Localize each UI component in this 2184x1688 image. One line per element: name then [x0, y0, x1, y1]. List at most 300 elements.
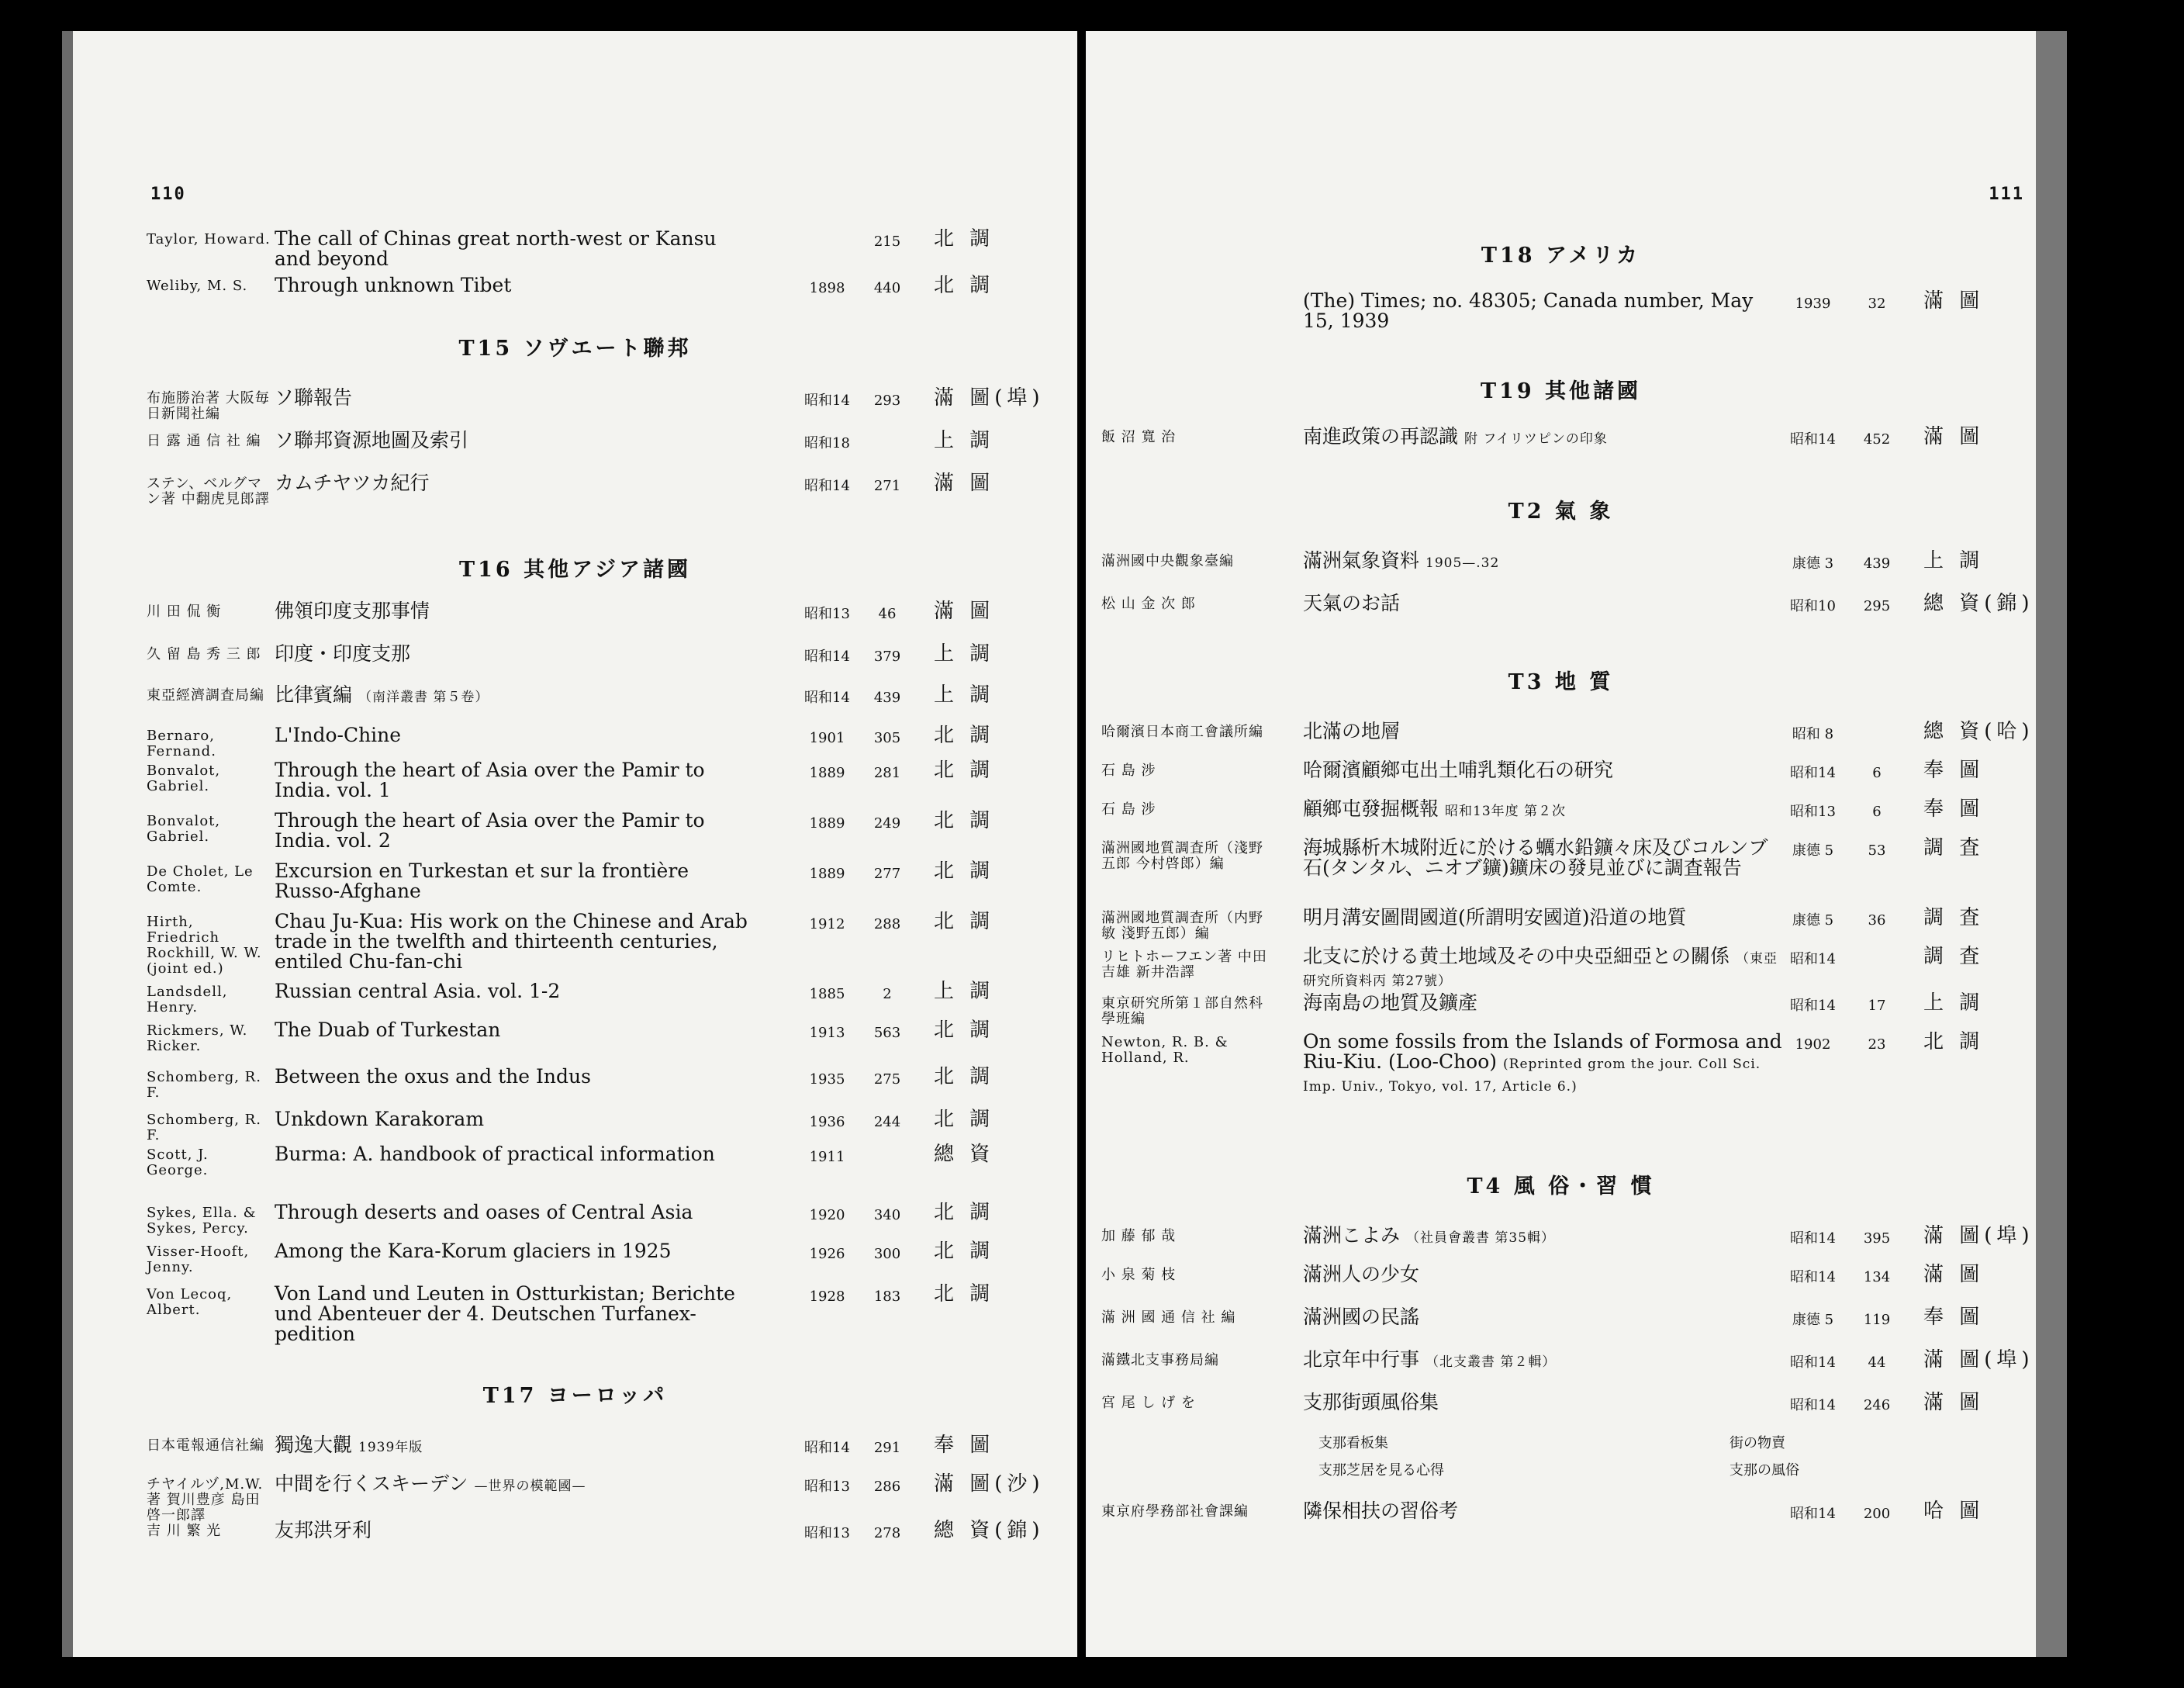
- section-heading: T16 其他アジア諸國: [459, 558, 691, 582]
- entry-location: 滿 圖(埠): [934, 386, 1045, 410]
- entry-title-text: On some fossils from the Islands of Formosa and Riu-Kiu. (Loo-Choo): [1303, 1030, 1782, 1073]
- entry-pages: 244: [873, 1114, 901, 1130]
- entry-title: [1303, 1307, 1784, 1327]
- entry-title: [275, 811, 755, 851]
- list-item: [1086, 721, 2036, 752]
- entry-title: [275, 1520, 755, 1541]
- entry-title: [1303, 908, 1784, 928]
- list-item: [73, 1202, 1077, 1237]
- entry-year: 昭和14: [1790, 1397, 1836, 1413]
- entry-title-text: 滿洲國の民謠: [1303, 1306, 1420, 1328]
- entry-pages: 300: [873, 1246, 901, 1262]
- entry-author: Taylor, Howard.: [147, 231, 271, 247]
- entry-location: 北 調: [934, 274, 995, 297]
- entry-pages: [1846, 946, 1908, 950]
- entry-pages: 200: [1863, 1506, 1891, 1522]
- entry-year: 1885: [809, 986, 845, 1002]
- entry-title-text: 滿洲人の少女: [1303, 1263, 1420, 1285]
- entry-year: 康德 5: [1792, 842, 1834, 859]
- entry-author: Newton, R. B. & Holland, R.: [1101, 1034, 1228, 1066]
- entry-pages: 286: [873, 1479, 901, 1495]
- entry-title: [1303, 1032, 1784, 1097]
- entry-author: 東亞經濟調査局編: [147, 687, 264, 704]
- entry-title: [1303, 1392, 1784, 1413]
- list-item: [73, 724, 1077, 759]
- entry-title-text: 友邦洪牙利: [275, 1519, 372, 1541]
- entry-year: 昭和14: [1790, 998, 1836, 1014]
- entry-pages: 295: [1863, 598, 1891, 614]
- section-heading: T2 氣 象: [1508, 500, 1614, 524]
- list-item: [1086, 1226, 2036, 1257]
- subtopic-label: 街の物賣: [1730, 1435, 1785, 1451]
- entry-title: [1303, 993, 1784, 1013]
- entry-year: 康德 3: [1792, 555, 1834, 572]
- list-item: [73, 811, 1077, 857]
- entry-year: 1898: [809, 280, 845, 296]
- list-item: [1086, 1030, 2036, 1095]
- list-item: [73, 980, 1077, 1015]
- entry-year: 康德 5: [1792, 1312, 1834, 1328]
- entry-pages: 293: [873, 393, 901, 409]
- entry-pages: 439: [1863, 555, 1891, 572]
- entry-location: 北 調: [934, 1282, 995, 1306]
- entry-title: [275, 981, 755, 1001]
- entry-title-text: The Duab of Turkestan: [275, 1019, 501, 1041]
- entry-author: Hirth, Friedrich Rockhill, W. W. (joint ed.): [147, 914, 262, 977]
- entry-title: [275, 275, 755, 296]
- entry-note: 附 フイリツピンの印象: [1464, 431, 1608, 447]
- subtopic-label: 支那の風俗: [1730, 1462, 1799, 1479]
- entry-author: De Cholet, Le Comte.: [147, 863, 254, 895]
- entry-year: 昭和14: [804, 1440, 850, 1456]
- entry-title-text: 海南島の地質及鑛產: [1303, 991, 1478, 1014]
- list-item: [73, 601, 1077, 632]
- entry-location: 上 調: [934, 683, 995, 707]
- entry-title-text: (The) Times; no. 48305; Canada number, May 15, 1939: [1303, 289, 1754, 332]
- list-item: [1086, 551, 2036, 582]
- entry-year: 1939: [1795, 296, 1831, 312]
- entry-author: 吉 川 繁 光: [147, 1523, 222, 1539]
- entry-location: 上 調: [1923, 549, 1985, 572]
- entry-author: 東京研究所第１部自然科學班編: [1101, 995, 1263, 1027]
- entry-pages: 277: [873, 866, 901, 882]
- entry-author: 哈爾濱日本商工會議所編: [1101, 724, 1263, 740]
- entry-location: 總 資(哈): [1923, 720, 2034, 743]
- section-heading: T3 地 質: [1508, 670, 1614, 694]
- entry-year: 昭和14: [1790, 1506, 1836, 1522]
- entry-title: [1303, 1501, 1784, 1521]
- entry-pages: 379: [873, 649, 901, 665]
- subtopic-label: 支那看板集: [1318, 1435, 1388, 1451]
- entry-pages: 6: [1872, 804, 1882, 820]
- entry-pages: 6: [1872, 765, 1882, 781]
- page-number: 110: [150, 185, 186, 204]
- entry-year: 1901: [809, 730, 845, 746]
- entry-pages: 249: [873, 815, 901, 832]
- entry-note: (Reprinted grom the jour. Coll Sci. Imp. Univ., Tokyo, vol. 17, Article 6.): [1303, 1057, 1761, 1095]
- entry-title: [1303, 946, 1784, 991]
- entry-title-text: ソ聯邦資源地圖及索引: [275, 429, 469, 451]
- entry-title: [1303, 1226, 1784, 1248]
- entry-year: 1889: [809, 765, 845, 781]
- entry-pages: 32: [1868, 296, 1886, 312]
- entry-title-text: Unkdown Karakoram: [275, 1108, 485, 1130]
- section-heading: T19 其他諸國: [1480, 379, 1642, 403]
- entry-pages: [856, 431, 918, 434]
- entry-location: 北 調: [934, 860, 995, 883]
- entry-year: 1926: [809, 1246, 845, 1262]
- entry-title: [1303, 721, 1784, 742]
- entry-author: [1101, 291, 1272, 294]
- entry-year: 1936: [809, 1114, 845, 1130]
- entry-author: Scott, J. George.: [147, 1147, 209, 1178]
- entry-title-text: Burma: A. handbook of practical information: [275, 1143, 715, 1165]
- entry-title: [1303, 593, 1784, 614]
- right-page: [1086, 31, 2067, 1657]
- list-item: [1086, 760, 2036, 791]
- list-item: [73, 910, 1077, 977]
- entry-location: 調 査: [1923, 945, 1985, 968]
- entry-title-text: 北京年中行事: [1303, 1348, 1420, 1371]
- entry-title-text: Through the heart of Asia over the Pamir to India. vol. 2: [275, 809, 705, 852]
- entry-year: 昭和14: [804, 478, 850, 494]
- entry-location: 調 査: [1923, 836, 1985, 860]
- entry-author: 東京府學務部社會課編: [1101, 1503, 1249, 1520]
- entry-author: Bernaro, Fernand.: [147, 728, 216, 759]
- entry-pages: 305: [873, 730, 901, 746]
- entry-location: 滿 圖(埠): [1923, 1348, 2034, 1372]
- entry-author: Sykes, Ella. & Sykes, Percy.: [147, 1205, 257, 1237]
- section-heading: T17 ヨーロッパ: [482, 1384, 668, 1408]
- entry-year: 昭和14: [804, 649, 850, 665]
- entry-title: [275, 473, 755, 493]
- entry-title-text: 海城縣析木城附近に於ける蠣水鉛鑛々床及びコルンブ石(タンタル、ニオブ鑛)鑛床の發見並びに調査報告: [1303, 836, 1768, 879]
- entry-author: 滿 洲 國 通 信 社 編: [1101, 1309, 1236, 1326]
- entry-year: 1928: [809, 1288, 845, 1305]
- entry-title: [275, 861, 755, 901]
- entry-author: リヒトホーフエン著 中田吉雄 新井浩譯: [1101, 949, 1267, 981]
- subtopic-label: 支那芝居を見る心得: [1318, 1462, 1444, 1479]
- list-item: [73, 1520, 1077, 1551]
- entry-year: 康德 5: [1792, 912, 1834, 929]
- entry-year: 1920: [809, 1207, 845, 1223]
- list-item: [73, 275, 1077, 306]
- entry-location: 滿 圖(埠): [1923, 1224, 2034, 1247]
- entry-pages: [1846, 721, 1908, 725]
- entry-location: 哈 圖: [1923, 1499, 1985, 1523]
- entry-author: 布施勝治著 大阪毎日新聞社編: [147, 390, 270, 422]
- entry-year: 1912: [809, 916, 845, 932]
- list-item: [1086, 1350, 2036, 1381]
- entry-title-text: Through the heart of Asia over the Pamir to India. vol. 1: [275, 759, 705, 801]
- entry-author: Landsdell, Henry.: [147, 984, 228, 1015]
- entry-title-text: 佛領印度支那事情: [275, 600, 430, 622]
- entry-author: チヤイルヅ,M.W.著 賀川豊彦 島田啓一郎譯: [147, 1476, 264, 1524]
- entry-year: 昭和14: [1790, 431, 1836, 448]
- list-item: [1086, 1392, 2036, 1423]
- left-page: [62, 31, 1077, 1657]
- section-heading: T4 風 俗・習 慣: [1467, 1174, 1655, 1199]
- entry-year: 昭和14: [1790, 1230, 1836, 1247]
- entry-pages: 452: [1863, 431, 1891, 448]
- entry-location: 上 調: [934, 642, 995, 666]
- entry-location: 北 調: [934, 1201, 995, 1224]
- entry-title-text: 天氣のお話: [1303, 592, 1401, 614]
- entry-title-text: 明月溝安圖間國道(所謂明安國道)沿道の地質: [1303, 906, 1687, 929]
- list-item: [1086, 1264, 2036, 1295]
- entry-title: [275, 431, 755, 451]
- entry-pages: 36: [1868, 912, 1886, 929]
- entry-pages: 44: [1868, 1354, 1886, 1371]
- entry-author: 日 露 通 信 社 編: [147, 433, 261, 449]
- entry-location: 滿 圖: [1923, 1263, 1985, 1286]
- entry-location: 滿 圖: [1923, 425, 1985, 448]
- list-item: [73, 760, 1077, 807]
- entry-pages: 119: [1863, 1312, 1891, 1328]
- entry-location: 滿 圖: [934, 472, 995, 495]
- entry-pages: 275: [873, 1071, 901, 1088]
- entry-pages: 134: [1863, 1269, 1891, 1285]
- entry-title-text: Between the oxus and the Indus: [275, 1065, 591, 1088]
- entry-location: 北 調: [934, 227, 995, 251]
- entry-location: 上 調: [1923, 991, 1985, 1015]
- entry-title-text: Among the Kara-Korum glaciers in 1925: [275, 1240, 672, 1262]
- list-item: [73, 685, 1077, 716]
- entry-year: 1889: [809, 815, 845, 832]
- entry-location: 北 調: [934, 809, 995, 832]
- entry-author: Rickmers, W. Ricker.: [147, 1022, 248, 1054]
- entry-author: 川 田 侃 衡: [147, 604, 222, 620]
- entry-note: —世界の模範國—: [474, 1479, 586, 1494]
- entry-author: 滿洲國地質調査所（淺野五郎 今村啓郎）編: [1101, 840, 1263, 872]
- entry-title-text: 北滿の地層: [1303, 720, 1401, 742]
- entry-location: 調 査: [1923, 906, 1985, 929]
- list-item: [73, 1284, 1077, 1354]
- entry-location: 滿 圖: [1923, 289, 1985, 313]
- entry-location: 奉 圖: [1923, 1306, 1985, 1329]
- entry-author: 石 島 涉: [1101, 763, 1156, 779]
- entry-pages: 17: [1868, 998, 1886, 1014]
- entry-author: 飯 沼 寬 治: [1101, 429, 1177, 445]
- entry-title-text: Russian central Asia. vol. 1-2: [275, 980, 561, 1002]
- entry-title: [275, 1144, 755, 1164]
- list-item: [73, 1241, 1077, 1280]
- entry-title-text: 獨逸大觀: [275, 1434, 353, 1456]
- list-item: [73, 431, 1077, 462]
- entry-location: 上 調: [934, 429, 995, 452]
- entry-title: [275, 644, 755, 664]
- entry-year: [790, 229, 864, 232]
- entry-pages: 340: [873, 1207, 901, 1223]
- list-item: [1086, 1501, 2036, 1532]
- list-item: [1086, 291, 2036, 337]
- entry-title: [275, 685, 755, 707]
- section-heading: T18 アメリカ: [1481, 244, 1641, 268]
- list-item: [73, 644, 1077, 675]
- entry-author: 宮 尾 し げ を: [1101, 1395, 1196, 1411]
- entry-title: [1303, 838, 1784, 878]
- entry-title: [1303, 760, 1784, 780]
- entry-title: [275, 388, 755, 408]
- entry-author: 日本電報通信社編: [147, 1437, 264, 1454]
- entry-title-text: 南進政策の再認識: [1303, 425, 1459, 448]
- entry-pages: 395: [1863, 1230, 1891, 1247]
- entry-location: 滿 圖: [934, 600, 995, 623]
- entry-title: [275, 1435, 755, 1458]
- entry-title-text: 哈爾濱顧鄉屯出土哺乳類化石の研究: [1303, 759, 1614, 781]
- entry-pages: 439: [873, 690, 901, 706]
- entry-title-text: Through deserts and oases of Central Asia: [275, 1201, 693, 1223]
- entry-year: 昭和14: [804, 393, 850, 409]
- entry-note: 昭和13年度 第２次: [1445, 804, 1567, 819]
- entry-year: 昭和 8: [1792, 726, 1834, 742]
- list-item: [1086, 991, 2036, 1027]
- entry-title-text: 印度・印度支那: [275, 642, 411, 665]
- section-heading: T15 ソヴエート聯邦: [458, 337, 692, 361]
- entry-year: 1935: [809, 1071, 845, 1088]
- entry-pages: 46: [878, 606, 897, 622]
- entry-author: ステン、ベルグマン著 中翻虎見郎譯: [147, 476, 270, 507]
- entry-title: [1303, 799, 1784, 822]
- entry-location: 總 資: [934, 1143, 995, 1166]
- entry-pages: 183: [873, 1288, 901, 1305]
- entry-title-text: 顧鄉屯發掘概報: [1303, 797, 1439, 820]
- entry-author: 小 泉 菊 枝: [1101, 1267, 1177, 1283]
- entry-title-text: ソ聯報告: [275, 386, 353, 409]
- entry-author: 滿洲國地質調査所（内野敏 淺野五郎）編: [1101, 910, 1263, 942]
- entry-author: 滿洲國中央觀象臺編: [1101, 553, 1234, 569]
- entry-author: Bonvalot, Gabriel.: [147, 763, 221, 794]
- entry-title-text: Von Land und Leuten in Ostturkistan; Berichte und Abenteuer der 4. Deutschen Turfanex-pedition: [275, 1282, 735, 1345]
- entry-pages: 288: [873, 916, 901, 932]
- entry-year: 昭和14: [804, 690, 850, 706]
- entry-year: 昭和14: [1790, 1354, 1836, 1371]
- entry-title: [275, 1284, 755, 1344]
- entry-year: 昭和14: [1790, 765, 1836, 781]
- entry-title-text: カムチヤツカ紀行: [275, 472, 430, 494]
- entry-author: Visser-Hooft, Jenny.: [147, 1244, 250, 1275]
- entry-title-text: 滿洲氣象資料: [1303, 549, 1420, 572]
- entry-note: （北支叢書 第２輯）: [1425, 1354, 1557, 1370]
- entry-year: 昭和13: [804, 1525, 850, 1541]
- list-item: [1086, 799, 2036, 830]
- entry-location: 北 調: [934, 724, 995, 747]
- entry-title: [275, 1474, 755, 1496]
- entry-location: 北 調: [934, 1019, 995, 1042]
- entry-title: [275, 1020, 755, 1040]
- entry-location: 上 調: [934, 980, 995, 1003]
- entry-title: [275, 1109, 755, 1129]
- entry-pages: 246: [1863, 1397, 1891, 1413]
- entry-title-text: 隣保相扶の習俗考: [1303, 1499, 1459, 1522]
- entry-pages: 53: [1868, 842, 1886, 859]
- entry-year: 1911: [809, 1149, 845, 1165]
- entry-location: 滿 圖(沙): [934, 1472, 1045, 1496]
- entry-pages: 440: [873, 280, 901, 296]
- list-item: [73, 1108, 1077, 1143]
- entry-title: [275, 725, 755, 745]
- entry-title-text: The call of Chinas great north-west or Kansu and beyond: [275, 227, 717, 270]
- list-item: [1086, 838, 2036, 900]
- list-item: [73, 1144, 1077, 1191]
- entry-title: [1303, 551, 1784, 573]
- entry-note: （東亞研究所資料丙 第27號）: [1303, 951, 1778, 989]
- entry-title-text: Chau Ju-Kua: His work on the Chinese and Arab trade in the twelfth and thirteenth centuries, entiled Chu-fan-chi: [275, 910, 748, 973]
- entry-title: [1303, 291, 1784, 331]
- entry-location: 北 調: [934, 910, 995, 933]
- entry-location: 奉 圖: [1923, 759, 1985, 782]
- entry-title: [275, 911, 755, 972]
- page-number: 111: [1989, 185, 2024, 204]
- entry-title: [275, 1067, 755, 1087]
- entry-title: [275, 1241, 755, 1261]
- entry-pages: [856, 1144, 918, 1147]
- entry-location: 北 調: [934, 1240, 995, 1263]
- entry-title: [1303, 1350, 1784, 1372]
- entry-pages: 2: [883, 986, 892, 1002]
- entry-location: 奉 圖: [1923, 797, 1985, 821]
- entry-year: 昭和18: [804, 435, 850, 451]
- entry-pages: 23: [1868, 1036, 1886, 1053]
- entry-title: [1303, 427, 1784, 449]
- entry-title: [1303, 1264, 1784, 1285]
- entry-title-text: 北支に於ける黄土地域及その中央亞細亞との關係: [1303, 945, 1730, 967]
- entry-location: 北 調: [1923, 1030, 1985, 1053]
- list-item: [1086, 945, 2036, 989]
- entry-year: 1913: [809, 1025, 845, 1041]
- entry-location: 北 調: [934, 759, 995, 782]
- entry-title-text: 比律賓編: [275, 683, 353, 706]
- entry-pages: 278: [873, 1525, 901, 1541]
- entry-title-text: 支那街頭風俗集: [1303, 1391, 1439, 1413]
- list-item: [73, 861, 1077, 908]
- entry-pages: 271: [873, 478, 901, 494]
- entry-title-text: 滿洲こよみ: [1303, 1224, 1401, 1247]
- entry-title-text: 中間を行くスキーデン: [275, 1472, 468, 1495]
- entry-location: 北 調: [934, 1108, 995, 1131]
- entry-author: 久 留 島 秀 三 郎: [147, 646, 261, 662]
- entry-author: 石 島 涉: [1101, 801, 1156, 818]
- list-item: [1086, 1307, 2036, 1338]
- entry-title-text: Excursion en Turkestan et sur la frontière Russo-Afghane: [275, 860, 689, 902]
- entry-title: [275, 229, 755, 269]
- entry-year: 昭和13: [1790, 804, 1836, 820]
- entry-author: Schomberg, R. F.: [147, 1112, 261, 1143]
- list-item: [73, 386, 1077, 422]
- entry-title-text: Through unknown Tibet: [275, 274, 512, 296]
- list-item: [1086, 593, 2036, 624]
- entry-year: 昭和13: [804, 1479, 850, 1495]
- list-item: [73, 472, 1077, 507]
- entry-note: 1939年版: [358, 1440, 423, 1455]
- entry-year: 昭和10: [1790, 598, 1836, 614]
- list-item: [73, 1065, 1077, 1101]
- entry-year: 昭和14: [1790, 1269, 1836, 1285]
- entry-title: [275, 601, 755, 621]
- entry-author: Schomberg, R. F.: [147, 1069, 261, 1101]
- entry-pages: 291: [873, 1440, 901, 1456]
- entry-location: 滿 圖: [1923, 1391, 1985, 1414]
- entry-year: 1902: [1795, 1036, 1831, 1053]
- entry-year: 昭和13: [804, 606, 850, 622]
- entry-author: Von Lecoq, Albert.: [147, 1286, 233, 1318]
- entry-title-text: L'Indo-Chine: [275, 724, 402, 746]
- entry-pages: 281: [873, 765, 901, 781]
- entry-author: Bonvalot, Gabriel.: [147, 813, 221, 845]
- list-item: [73, 1472, 1077, 1524]
- list-item: [1086, 906, 2036, 942]
- entry-author: 松 山 金 次 郎: [1101, 596, 1196, 612]
